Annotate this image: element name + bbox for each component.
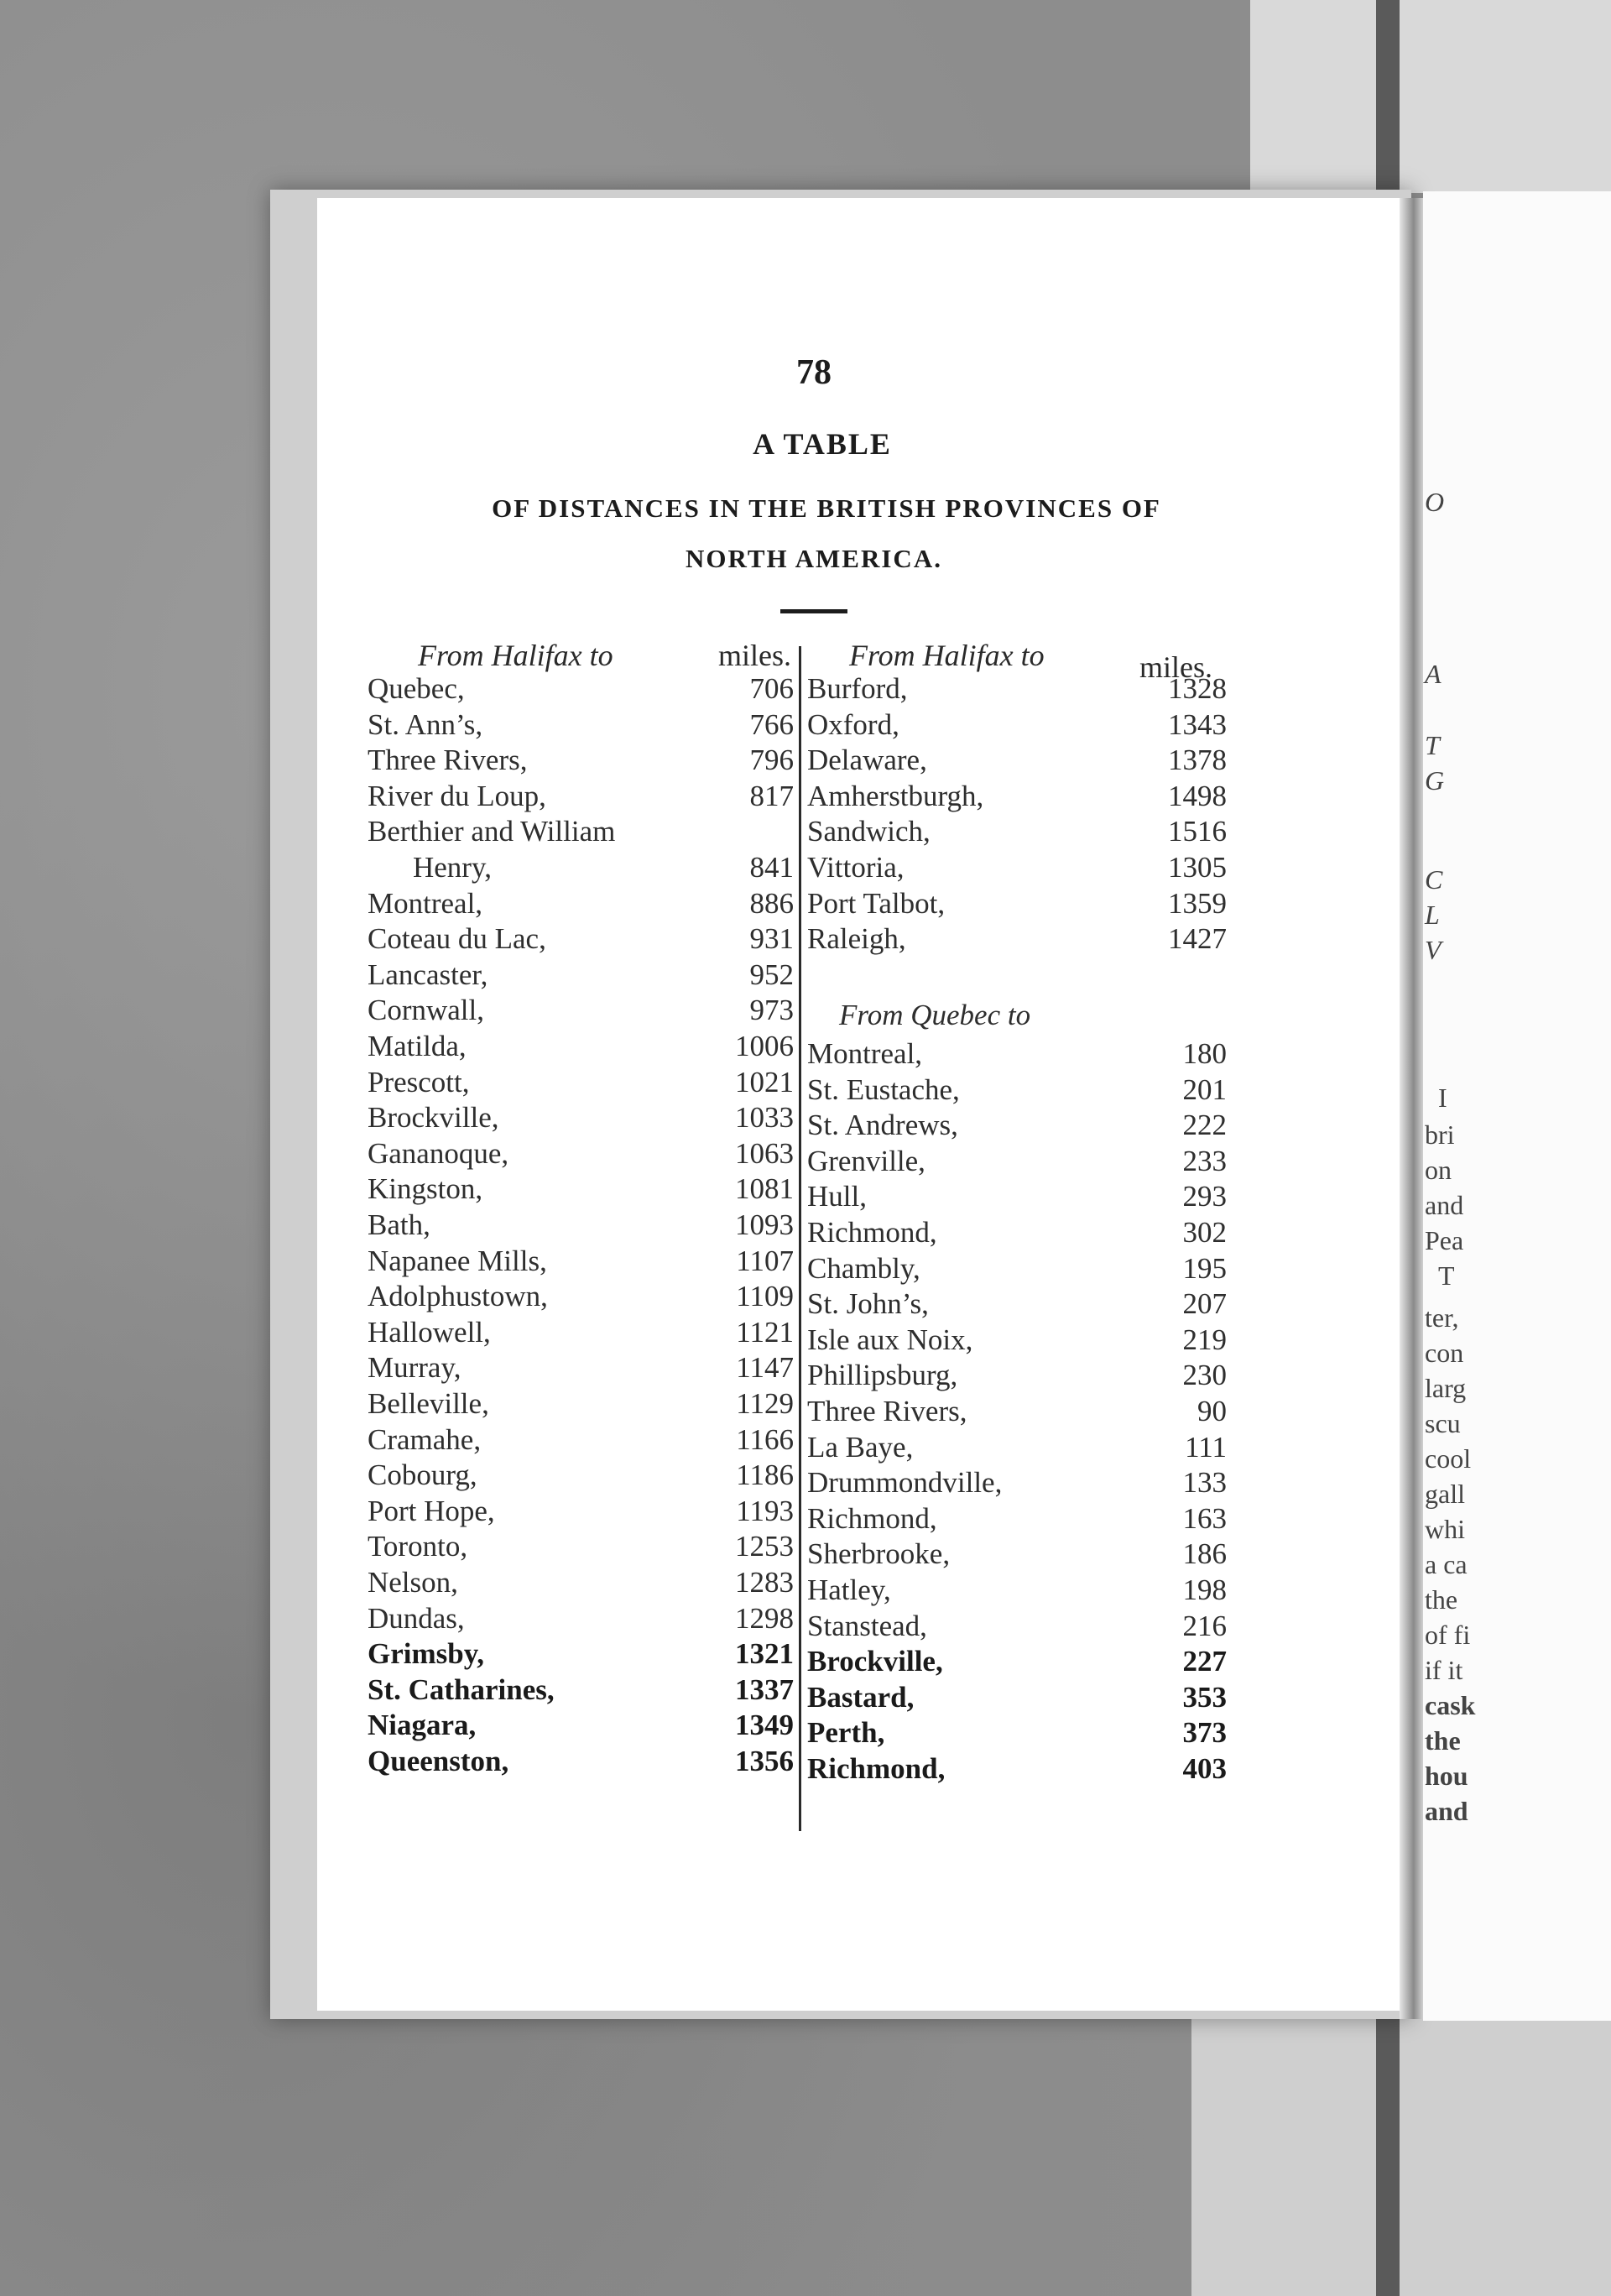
distance-miles: 1063: [735, 1137, 794, 1170]
distance-miles: 198: [1182, 1573, 1227, 1606]
distance-miles: 186: [1182, 1537, 1227, 1570]
place-name: Oxford,: [807, 708, 899, 741]
distance-miles: 1349: [735, 1709, 794, 1741]
table-row: [807, 1358, 1227, 1393]
table-row: [368, 886, 794, 921]
place-name: St. Ann’s,: [368, 708, 483, 741]
place-name: Three Rivers,: [807, 1395, 967, 1427]
distance-miles: 1337: [735, 1673, 794, 1706]
table-row: [807, 743, 1227, 778]
distance-miles: 1186: [736, 1458, 794, 1491]
table-row: [368, 707, 794, 743]
table-row: [368, 779, 794, 814]
distance-miles: 1283: [735, 1566, 794, 1599]
distance-miles: 302: [1182, 1216, 1227, 1249]
place-name: Chambly,: [807, 1252, 920, 1285]
place-name: Richmond,: [807, 1502, 937, 1535]
table-row: [368, 1529, 794, 1564]
right-header-label: From Halifax to: [849, 639, 1045, 672]
place-name: Bath,: [368, 1208, 430, 1241]
place-name: St. Andrews,: [807, 1109, 958, 1141]
distance-miles: 1359: [1168, 887, 1227, 920]
facing-page-fragment: the: [1425, 1584, 1458, 1615]
facing-page-fragment: C: [1425, 864, 1443, 895]
facing-page-fragment: O: [1425, 487, 1445, 517]
left-column-header: [418, 638, 613, 673]
place-name: Richmond,: [807, 1752, 946, 1785]
distance-miles: 817: [749, 780, 794, 812]
place-name: Niagara,: [368, 1709, 477, 1741]
table-row: [368, 814, 794, 849]
table-row: [807, 1715, 1227, 1751]
table-row: [807, 1394, 1227, 1429]
distance-miles: 1305: [1168, 851, 1227, 884]
place-name: St. John’s,: [807, 1287, 929, 1320]
place-name: Sherbrooke,: [807, 1537, 951, 1570]
table-row: [807, 921, 1227, 957]
place-name: Prescott,: [368, 1066, 470, 1098]
distance-miles: 1109: [736, 1280, 794, 1312]
place-name: Raleigh,: [807, 922, 906, 955]
table-row: [368, 671, 794, 707]
table-row: [368, 1100, 794, 1135]
place-name: Coteau du Lac,: [368, 922, 546, 955]
distance-miles: 227: [1182, 1645, 1227, 1678]
place-name: Matilda,: [368, 1030, 467, 1062]
distance-miles: 1193: [736, 1495, 794, 1527]
place-name: Quebec,: [368, 672, 465, 705]
distance-miles: 111: [1185, 1431, 1227, 1464]
place-name: St. Catharines,: [368, 1673, 555, 1706]
table-title: A TABLE: [753, 427, 892, 461]
distance-miles: 133: [1182, 1466, 1227, 1499]
table-row: [807, 1144, 1227, 1179]
facing-page-fragment: Pea: [1425, 1225, 1464, 1255]
table-subtitle: OF DISTANCES IN THE BRITISH PROVINCES OF: [492, 493, 1161, 523]
distance-miles: 216: [1182, 1610, 1227, 1642]
distance-miles: 1253: [735, 1530, 794, 1563]
place-name: Port Talbot,: [807, 887, 946, 920]
table-row: [368, 1601, 794, 1636]
table-row: [807, 1465, 1227, 1500]
distance-miles: 1121: [736, 1316, 794, 1349]
table-row: [807, 1537, 1227, 1572]
facing-page-fragment: cask: [1425, 1690, 1476, 1720]
place-name: Kingston,: [368, 1172, 483, 1205]
place-name: Burford,: [807, 672, 908, 705]
distance-miles: 230: [1182, 1359, 1227, 1391]
table-row: [368, 1029, 794, 1064]
facing-page-fragment: and: [1425, 1190, 1464, 1220]
table-row: [368, 1744, 794, 1779]
distance-miles: 1356: [735, 1745, 794, 1777]
place-name: St. Eustache,: [807, 1073, 960, 1106]
place-name: Dundas,: [368, 1602, 465, 1635]
facing-page-fragment: I: [1438, 1083, 1447, 1113]
distance-miles: 201: [1182, 1073, 1227, 1106]
table-row: [368, 1458, 794, 1493]
distance-miles: 1129: [736, 1387, 794, 1420]
left-header-label: From Halifax to: [418, 639, 613, 672]
table-row: [807, 1323, 1227, 1358]
facing-page-fragment: A: [1425, 659, 1442, 689]
quebec-subheader: From Quebec to: [839, 999, 1031, 1031]
table-row: [807, 1501, 1227, 1537]
distance-miles: 1081: [735, 1172, 794, 1205]
table-row: [368, 1315, 794, 1350]
table-row: [368, 1672, 794, 1708]
table-row: [807, 814, 1227, 849]
distance-miles: 180: [1182, 1037, 1227, 1070]
facing-page-fragment: the: [1425, 1725, 1461, 1756]
table-row: [368, 921, 794, 957]
page-gutter: [1400, 198, 1423, 2019]
place-name: Berthier and William: [368, 815, 616, 848]
column-divider: [799, 646, 801, 1831]
table-row: [807, 1072, 1227, 1108]
distance-miles: 1328: [1168, 672, 1227, 705]
distance-miles: 1033: [735, 1101, 794, 1134]
table-row: [807, 1179, 1227, 1214]
facing-page-fragment: larg: [1425, 1373, 1467, 1403]
facing-page-fragment: bri: [1425, 1119, 1455, 1150]
table-row: [368, 1171, 794, 1207]
table-row: [368, 1565, 794, 1600]
table-row: [807, 1251, 1227, 1286]
distance-miles: 353: [1182, 1681, 1227, 1714]
facing-page-fragment: of fi: [1425, 1620, 1471, 1650]
distance-miles: 293: [1182, 1180, 1227, 1213]
place-name: Adolphustown,: [368, 1280, 548, 1312]
distance-miles: 1516: [1168, 815, 1227, 848]
distance-miles: 1166: [736, 1423, 794, 1456]
table-row: [368, 1065, 794, 1100]
table-row: [807, 1215, 1227, 1250]
distance-miles: 1321: [735, 1637, 794, 1670]
place-name: Hallowell,: [368, 1316, 491, 1349]
distance-miles: 403: [1182, 1752, 1227, 1785]
table-row: [807, 1680, 1227, 1715]
table-row: [807, 671, 1227, 707]
place-name: Amherstburgh,: [807, 780, 984, 812]
distance-miles: 90: [1197, 1395, 1227, 1427]
scan-background-edge: [1191, 1997, 1611, 2296]
table-row: [368, 1494, 794, 1529]
distance-miles: 931: [749, 922, 794, 955]
table-row: [807, 707, 1227, 743]
table-row: [807, 1108, 1227, 1143]
table-row: [807, 886, 1227, 921]
place-name: Port Hope,: [368, 1495, 495, 1527]
place-name: Perth,: [807, 1716, 885, 1749]
table-row: [368, 993, 794, 1028]
distance-miles: 1147: [736, 1351, 794, 1384]
right-column-header: [849, 638, 1045, 673]
place-name: Hull,: [807, 1180, 867, 1213]
place-name: Toronto,: [368, 1530, 468, 1563]
facing-page-fragment: T: [1438, 1260, 1455, 1291]
place-name: Cobourg,: [368, 1458, 477, 1491]
table-row: [368, 1350, 794, 1385]
table-row: [807, 1036, 1227, 1072]
distance-miles: 952: [749, 958, 794, 991]
distance-miles: 706: [749, 672, 794, 705]
facing-page-fragment: on: [1425, 1155, 1452, 1185]
distance-miles: 1093: [735, 1208, 794, 1241]
place-name: Belleville,: [368, 1387, 489, 1420]
distance-miles: 219: [1182, 1323, 1227, 1356]
table-row: [807, 1573, 1227, 1608]
table-row: [807, 1644, 1227, 1679]
place-name: Grenville,: [807, 1145, 925, 1177]
facing-page-fragment: T: [1425, 730, 1440, 760]
table-row: [368, 1279, 794, 1314]
place-name: Grimsby,: [368, 1637, 485, 1670]
facing-page-fragment: cool: [1425, 1443, 1472, 1474]
facing-page-fragment: L: [1425, 900, 1440, 930]
table-row: [368, 1136, 794, 1171]
place-name: Stanstead,: [807, 1610, 927, 1642]
distance-miles: 841: [749, 851, 794, 884]
table-row: [368, 1244, 794, 1279]
place-name: Queenston,: [368, 1745, 509, 1777]
distance-miles: 796: [749, 744, 794, 776]
place-name: Gananoque,: [368, 1137, 509, 1170]
distance-miles: 886: [749, 887, 794, 920]
place-name: Brockville,: [807, 1645, 943, 1678]
table-row: [368, 958, 794, 993]
distance-miles: 1427: [1168, 922, 1227, 955]
facing-page-fragment: G: [1425, 765, 1445, 796]
place-name: Vittoria,: [807, 851, 905, 884]
place-name: Delaware,: [807, 744, 927, 776]
distance-miles: 163: [1182, 1502, 1227, 1535]
place-name: River du Loup,: [368, 780, 546, 812]
place-name: Murray,: [368, 1351, 461, 1384]
table-row: [807, 1430, 1227, 1465]
facing-page-fragment: scu: [1425, 1408, 1461, 1438]
table-row: [368, 850, 794, 885]
place-name: Drummondville,: [807, 1466, 1003, 1499]
facing-page-fragment: whi: [1425, 1514, 1465, 1544]
table-row: [807, 779, 1227, 814]
distance-miles: 195: [1182, 1252, 1227, 1285]
facing-page-fragment: if it: [1425, 1655, 1463, 1685]
place-name: Sandwich,: [807, 815, 931, 848]
distance-miles: 1006: [735, 1030, 794, 1062]
place-name: Three Rivers,: [368, 744, 528, 776]
place-name: Henry,: [413, 851, 492, 884]
distance-miles: 766: [749, 708, 794, 741]
table-row: [807, 1609, 1227, 1644]
table-row: [368, 743, 794, 778]
place-name: Isle aux Noix,: [807, 1323, 973, 1356]
facing-page-fragment: V: [1425, 935, 1442, 965]
left-miles-header: miles.: [718, 639, 791, 672]
place-name: Cramahe,: [368, 1423, 482, 1456]
scan-background-edge: [1250, 0, 1611, 193]
place-name: Lancaster,: [368, 958, 488, 991]
distance-miles: 1298: [735, 1602, 794, 1635]
facing-page-fragment: ter,: [1425, 1302, 1459, 1333]
right-miles-header: miles.: [1139, 650, 1212, 684]
facing-page-fragment: a ca: [1425, 1549, 1468, 1579]
place-name: Hatley,: [807, 1573, 891, 1606]
place-name: Montreal,: [368, 887, 483, 920]
place-name: Napanee Mills,: [368, 1245, 547, 1277]
distance-miles: 1021: [735, 1066, 794, 1098]
table-row: [368, 1708, 794, 1743]
distance-miles: 222: [1182, 1109, 1227, 1141]
table-row: [807, 850, 1227, 885]
table-row: [368, 1208, 794, 1243]
distance-miles: 207: [1182, 1287, 1227, 1320]
facing-page-fragment: gall: [1425, 1479, 1465, 1509]
distance-miles: 1107: [736, 1245, 794, 1277]
table-subtitle-continued: NORTH AMERICA.: [686, 544, 942, 573]
table-row: [807, 1751, 1227, 1787]
place-name: Bastard,: [807, 1681, 915, 1714]
place-name: Brockville,: [368, 1101, 499, 1134]
place-name: Phillipsburg,: [807, 1359, 958, 1391]
place-name: Richmond,: [807, 1216, 937, 1249]
facing-page-fragment: hou: [1425, 1761, 1468, 1791]
place-name: Cornwall,: [368, 994, 485, 1026]
place-name: Nelson,: [368, 1566, 458, 1599]
place-name: La Baye,: [807, 1431, 914, 1464]
distance-miles: 373: [1182, 1716, 1227, 1749]
distance-miles: 1343: [1168, 708, 1227, 741]
page-number: 78: [796, 353, 832, 392]
table-row: [368, 1636, 794, 1672]
place-name: Montreal,: [807, 1037, 923, 1070]
distance-miles: 233: [1182, 1145, 1227, 1177]
facing-page-fragment: con: [1425, 1338, 1464, 1368]
distance-miles: 1498: [1168, 780, 1227, 812]
distance-miles: 1378: [1168, 744, 1227, 776]
table-row: [807, 1286, 1227, 1322]
facing-page: [1423, 191, 1611, 2021]
title-rule: [780, 609, 847, 613]
facing-page-fragment: and: [1425, 1796, 1468, 1826]
table-row: [368, 1386, 794, 1422]
table-row: [368, 1422, 794, 1458]
distance-miles: 973: [749, 994, 794, 1026]
